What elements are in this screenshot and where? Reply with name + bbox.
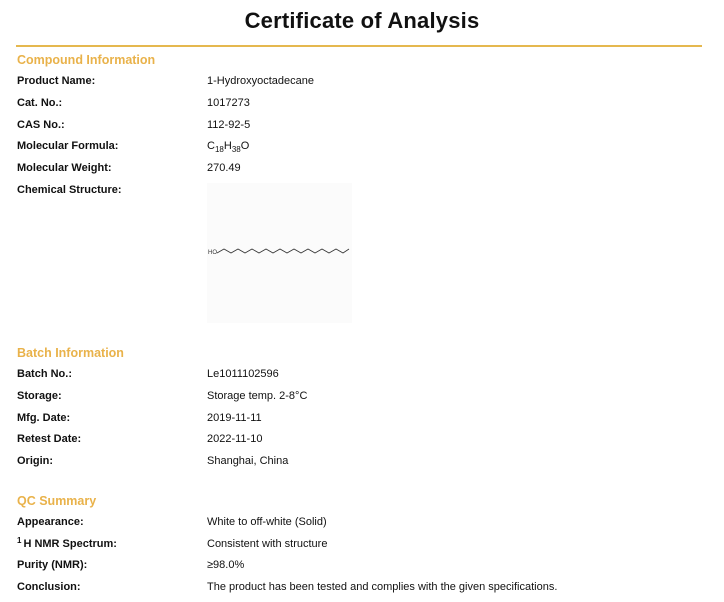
formula-value (207, 140, 249, 152)
retest-date-label: Retest Date: (17, 433, 82, 445)
batch-no-label: Batch No.: (17, 368, 72, 380)
structure-ho-label: HO (208, 250, 217, 256)
chemical-structure-image (207, 183, 352, 323)
formula-label: Molecular Formula: (17, 140, 119, 152)
storage-label: Storage: (17, 390, 62, 402)
purity-label: Purity (NMR): (17, 559, 88, 571)
weight-value: 270.49 (207, 162, 241, 174)
document-title: Certificate of Analysis (244, 8, 480, 33)
nmr-superscript: 1 (17, 536, 22, 545)
formula-h-count: 38 (231, 145, 241, 154)
origin-value: Shanghai, China (207, 455, 289, 467)
mfg-date-label: Mfg. Date: (17, 412, 71, 424)
cat-no-label: Cat. No.: (17, 97, 63, 109)
nmr-value: Consistent with structure (207, 538, 328, 550)
product-name-label: Product Name: (17, 75, 96, 87)
formula-c-count: 18 (214, 145, 224, 154)
formula-c: C (207, 140, 215, 152)
section-title-batch: Batch Information (17, 346, 124, 360)
conclusion-label: Conclusion: (17, 581, 81, 593)
purity-value: ≥98.0% (207, 559, 245, 571)
nmr-label-text: H NMR Spectrum: (23, 538, 117, 550)
appearance-label: Appearance: (17, 516, 84, 528)
conclusion-value: The product has been tested and complies with the given specifications. (207, 581, 558, 593)
section-title-qc: QC Summary (17, 494, 97, 508)
chemical-structure-drawing (207, 183, 352, 323)
title-divider (16, 45, 702, 47)
storage-value: Storage temp. 2-8°C (207, 390, 308, 402)
appearance-value: White to off-white (Solid) (207, 516, 327, 528)
retest-date-value: 2022-11-10 (207, 433, 263, 445)
formula-h: H (223, 140, 232, 152)
section-title-compound: Compound Information (17, 53, 156, 67)
mfg-date-value: 2019-11-11 (207, 412, 262, 424)
nmr-label (17, 538, 117, 550)
formula-o: O (240, 140, 250, 152)
origin-label: Origin: (17, 455, 54, 467)
product-name-value: 1-Hydroxyoctadecane (207, 75, 315, 87)
structure-label: Chemical Structure: (17, 184, 122, 196)
weight-label: Molecular Weight: (17, 162, 112, 174)
cas-no-label: CAS No.: (17, 119, 65, 131)
batch-no-value: Le1011102596 (207, 368, 279, 380)
cat-no-value: 1017273 (207, 97, 250, 109)
cas-no-value: 112-92-5 (207, 119, 251, 131)
